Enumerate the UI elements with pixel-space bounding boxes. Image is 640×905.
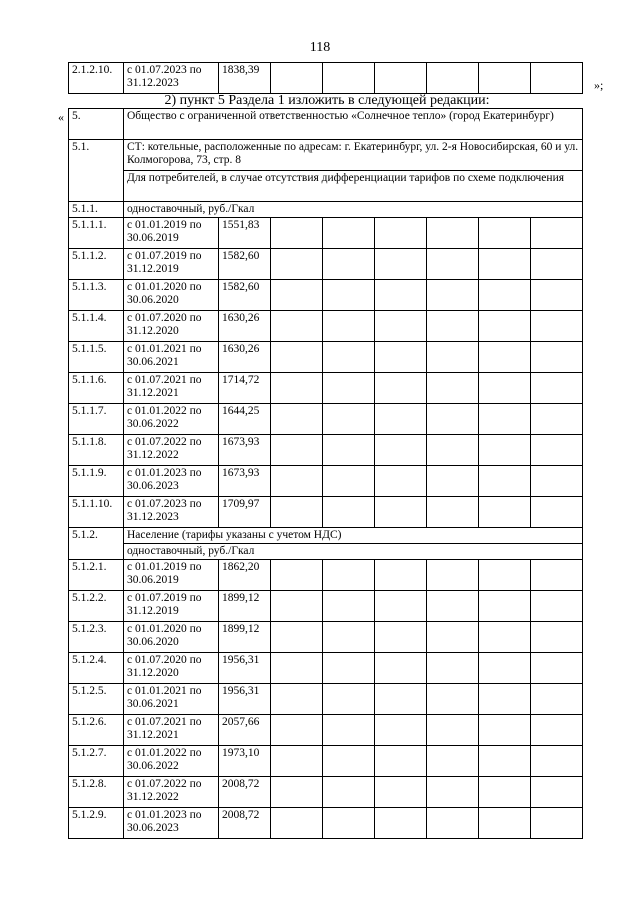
tariff-value: 1709,97 xyxy=(219,497,271,528)
empty-cell xyxy=(323,249,375,280)
empty-cell xyxy=(427,497,479,528)
table-row xyxy=(69,466,583,497)
empty-cell xyxy=(323,653,375,684)
period-cell: с 01.07.2019 по 31.12.2019 xyxy=(124,249,219,280)
empty-cell xyxy=(531,560,583,591)
section-row xyxy=(69,140,583,171)
section-text: одноставочный, руб./Гкал xyxy=(124,202,583,218)
table-row xyxy=(69,63,583,94)
empty-cell xyxy=(271,715,323,746)
row-number: 5.1.1.4. xyxy=(69,311,124,342)
empty-cell xyxy=(479,653,531,684)
empty-cell xyxy=(427,715,479,746)
empty-cell xyxy=(375,684,427,715)
empty-cell xyxy=(479,280,531,311)
empty-cell xyxy=(531,497,583,528)
empty-cell xyxy=(479,684,531,715)
empty-cell xyxy=(531,249,583,280)
row-number: 5.1.1.10. xyxy=(69,497,124,528)
period-cell: с 01.01.2020 по 30.06.2020 xyxy=(124,280,219,311)
empty-cell xyxy=(479,622,531,653)
row-number: 5.1.2. xyxy=(69,528,124,560)
row-number: 5.1.1.5. xyxy=(69,342,124,373)
row-number: 5.1.1.7. xyxy=(69,404,124,435)
empty-cell xyxy=(427,342,479,373)
empty-cell xyxy=(531,404,583,435)
tariff-value: 1551,83 xyxy=(219,218,271,249)
empty-cell xyxy=(427,218,479,249)
empty-cell xyxy=(323,311,375,342)
empty-cell xyxy=(427,404,479,435)
row-number: 5.1.2.9. xyxy=(69,808,124,839)
row-number: 5.1.2.4. xyxy=(69,653,124,684)
empty-cell xyxy=(323,715,375,746)
tariff-value: 1899,12 xyxy=(219,591,271,622)
table-row xyxy=(69,342,583,373)
empty-cell xyxy=(323,435,375,466)
empty-cell xyxy=(427,249,479,280)
tariff-value: 1956,31 xyxy=(219,684,271,715)
empty-cell xyxy=(375,404,427,435)
tariff-value: 1673,93 xyxy=(219,466,271,497)
organization-row xyxy=(69,109,583,140)
tariff-value: 1644,25 xyxy=(219,404,271,435)
table-row xyxy=(69,404,583,435)
empty-cell xyxy=(375,249,427,280)
opening-quote: « xyxy=(58,110,64,124)
row-number: 5.1.2.7. xyxy=(69,746,124,777)
empty-cell xyxy=(531,808,583,839)
page-number: 118 xyxy=(309,40,331,55)
section-row xyxy=(69,202,583,218)
empty-cell xyxy=(479,373,531,404)
empty-cell xyxy=(271,249,323,280)
section-text: СТ: котельные, расположенные по адресам: г. Екатеринбург, ул. 2-я Новосибирская, 60 и ул. Колмогорова, 73, стр. 8 xyxy=(124,140,583,171)
empty-cell xyxy=(323,808,375,839)
empty-cell xyxy=(375,777,427,808)
tariff-value: 1630,26 xyxy=(219,342,271,373)
empty-cell xyxy=(531,373,583,404)
table-row xyxy=(69,311,583,342)
tariff-value: 1899,12 xyxy=(219,622,271,653)
empty-cell xyxy=(323,497,375,528)
empty-cell xyxy=(479,560,531,591)
tariff-value: 2008,72 xyxy=(219,808,271,839)
empty-cell xyxy=(531,622,583,653)
empty-cell xyxy=(271,373,323,404)
empty-cell xyxy=(323,591,375,622)
period-cell: с 01.01.2021 по 30.06.2021 xyxy=(124,684,219,715)
period-cell: с 01.07.2021 по 31.12.2021 xyxy=(124,373,219,404)
table-row xyxy=(69,249,583,280)
empty-cell xyxy=(531,777,583,808)
table-row xyxy=(69,746,583,777)
row-number: 5.1.2.1. xyxy=(69,560,124,591)
period-cell: с 01.01.2021 по 30.06.2021 xyxy=(124,342,219,373)
empty-cell xyxy=(479,715,531,746)
empty-cell xyxy=(531,280,583,311)
organization-name: Общество с ограниченной ответственностью «Солнечное тепло» (город Екатеринбург) xyxy=(124,109,583,140)
amendment-instruction: 2) пункт 5 Раздела 1 изложить в следующей редакции: xyxy=(164,93,490,108)
empty-cell xyxy=(271,466,323,497)
empty-cell xyxy=(531,684,583,715)
empty-cell xyxy=(271,808,323,839)
period-cell: с 01.07.2021 по 31.12.2021 xyxy=(124,715,219,746)
empty-cell xyxy=(375,808,427,839)
empty-cell xyxy=(427,746,479,777)
empty-cell xyxy=(375,435,427,466)
period-cell: с 01.01.2019 по 30.06.2019 xyxy=(124,218,219,249)
empty-cell xyxy=(479,591,531,622)
empty-cell xyxy=(531,435,583,466)
empty-cell xyxy=(271,622,323,653)
empty-cell xyxy=(323,404,375,435)
period-cell: с 01.01.2023 по 30.06.2023 xyxy=(124,466,219,497)
empty-cell xyxy=(427,808,479,839)
empty-cell xyxy=(427,653,479,684)
period-cell: с 01.01.2019 по 30.06.2019 xyxy=(124,560,219,591)
tariff-value: 1630,26 xyxy=(219,311,271,342)
empty-cell xyxy=(531,466,583,497)
table-row xyxy=(69,684,583,715)
empty-cell xyxy=(531,715,583,746)
empty-cell xyxy=(323,560,375,591)
section-row xyxy=(69,171,583,202)
empty-cell xyxy=(271,342,323,373)
empty-cell xyxy=(479,311,531,342)
row-number: 5.1.2.5. xyxy=(69,684,124,715)
tariff-value: 2008,72 xyxy=(219,777,271,808)
period-cell: с 01.07.2023 по 31.12.2023 xyxy=(124,63,219,94)
empty-cell xyxy=(271,746,323,777)
empty-cell xyxy=(375,280,427,311)
empty-cell xyxy=(479,497,531,528)
table-row xyxy=(69,218,583,249)
empty-cell xyxy=(479,249,531,280)
empty-cell xyxy=(479,777,531,808)
empty-cell xyxy=(375,497,427,528)
row-number: 5.1.2.2. xyxy=(69,591,124,622)
empty-cell xyxy=(427,560,479,591)
empty-cell xyxy=(531,746,583,777)
empty-cell xyxy=(427,435,479,466)
empty-cell xyxy=(531,653,583,684)
empty-cell xyxy=(271,218,323,249)
period-cell: с 01.07.2020 по 31.12.2020 xyxy=(124,311,219,342)
period-cell: с 01.01.2022 по 30.06.2022 xyxy=(124,746,219,777)
row-number: 5.1.1.2. xyxy=(69,249,124,280)
tariff-value: 2057,66 xyxy=(219,715,271,746)
empty-cell xyxy=(271,435,323,466)
row-number: 5. xyxy=(69,109,124,140)
empty-cell xyxy=(375,342,427,373)
empty-cell xyxy=(427,622,479,653)
section-row xyxy=(69,528,583,544)
period-cell: с 01.07.2022 по 31.12.2022 xyxy=(124,777,219,808)
empty-cell xyxy=(479,404,531,435)
previous-table-fragment xyxy=(68,62,583,94)
period-cell: с 01.01.2022 по 30.06.2022 xyxy=(124,404,219,435)
table-row xyxy=(69,373,583,404)
row-number: 5.1.1.8. xyxy=(69,435,124,466)
empty-cell xyxy=(479,218,531,249)
tariff-value: 1956,31 xyxy=(219,653,271,684)
empty-cell xyxy=(531,342,583,373)
empty-cell xyxy=(323,777,375,808)
empty-cell xyxy=(271,311,323,342)
period-cell: с 01.01.2023 по 30.06.2023 xyxy=(124,808,219,839)
table-row xyxy=(69,280,583,311)
empty-cell xyxy=(271,777,323,808)
table-row xyxy=(69,497,583,528)
table-row xyxy=(69,435,583,466)
empty-cell xyxy=(479,746,531,777)
empty-cell xyxy=(271,684,323,715)
empty-cell xyxy=(323,280,375,311)
empty-cell xyxy=(479,342,531,373)
empty-cell xyxy=(375,466,427,497)
empty-cell xyxy=(427,777,479,808)
empty-cell xyxy=(271,280,323,311)
section-text: одноставочный, руб./Гкал xyxy=(124,544,583,560)
closing-quote: »; xyxy=(594,78,604,92)
row-number: 5.1.1. xyxy=(69,202,124,218)
empty-cell xyxy=(427,280,479,311)
empty-cell xyxy=(271,591,323,622)
empty-cell xyxy=(375,311,427,342)
row-number: 2.1.2.10. xyxy=(69,63,124,94)
empty-cell xyxy=(323,746,375,777)
row-number: 5.1.1.1. xyxy=(69,218,124,249)
tariff-value: 1862,20 xyxy=(219,560,271,591)
period-cell: с 01.07.2022 по 31.12.2022 xyxy=(124,435,219,466)
empty-cell xyxy=(375,560,427,591)
tariff-value: 1714,72 xyxy=(219,373,271,404)
empty-cell xyxy=(427,684,479,715)
empty-cell xyxy=(479,435,531,466)
empty-cell xyxy=(323,342,375,373)
period-cell: с 01.07.2023 по 31.12.2023 xyxy=(124,497,219,528)
empty-cell xyxy=(479,808,531,839)
empty-cell xyxy=(375,653,427,684)
row-number: 5.1.2.3. xyxy=(69,622,124,653)
empty-cell xyxy=(375,218,427,249)
empty-cell xyxy=(271,560,323,591)
row-number: 5.1.1.6. xyxy=(69,373,124,404)
empty-cell xyxy=(375,622,427,653)
row-number: 5.1.1.3. xyxy=(69,280,124,311)
empty-cell xyxy=(323,622,375,653)
empty-cell xyxy=(427,591,479,622)
table-row xyxy=(69,777,583,808)
period-cell: с 01.07.2020 по 31.12.2020 xyxy=(124,653,219,684)
period-cell: с 01.07.2019 по 31.12.2019 xyxy=(124,591,219,622)
empty-cell xyxy=(323,373,375,404)
table-row xyxy=(69,808,583,839)
consumers-note: Для потребителей, в случае отсутствия дифференциации тарифов по схеме подключения xyxy=(124,171,583,202)
tariff-table xyxy=(68,108,583,839)
empty-cell xyxy=(323,684,375,715)
row-number: 5.1.2.6. xyxy=(69,715,124,746)
table-row xyxy=(69,560,583,591)
tariff-value: 1973,10 xyxy=(219,746,271,777)
empty-cell xyxy=(323,218,375,249)
tariff-value: 1582,60 xyxy=(219,280,271,311)
empty-cell xyxy=(531,218,583,249)
empty-cell xyxy=(531,311,583,342)
tariff-value: 1838,39 xyxy=(219,63,271,94)
empty-cell xyxy=(323,466,375,497)
empty-cell xyxy=(271,404,323,435)
empty-cell xyxy=(427,466,479,497)
table-row xyxy=(69,591,583,622)
tariff-value: 1673,93 xyxy=(219,435,271,466)
row-number: 5.1.1.9. xyxy=(69,466,124,497)
empty-cell xyxy=(375,715,427,746)
empty-cell xyxy=(375,373,427,404)
empty-cell xyxy=(271,497,323,528)
tariff-value: 1582,60 xyxy=(219,249,271,280)
table-row xyxy=(69,622,583,653)
section-text: Население (тарифы указаны с учетом НДС) xyxy=(124,528,583,544)
empty-cell xyxy=(479,466,531,497)
row-number: 5.1.2.8. xyxy=(69,777,124,808)
table-row xyxy=(69,653,583,684)
row-number: 5.1. xyxy=(69,140,124,202)
empty-cell xyxy=(375,591,427,622)
empty-cell xyxy=(427,311,479,342)
empty-cell xyxy=(271,653,323,684)
empty-cell xyxy=(375,746,427,777)
table-row xyxy=(69,715,583,746)
section-row xyxy=(69,544,583,560)
empty-cell xyxy=(427,373,479,404)
period-cell: с 01.01.2020 по 30.06.2020 xyxy=(124,622,219,653)
empty-cell xyxy=(531,591,583,622)
